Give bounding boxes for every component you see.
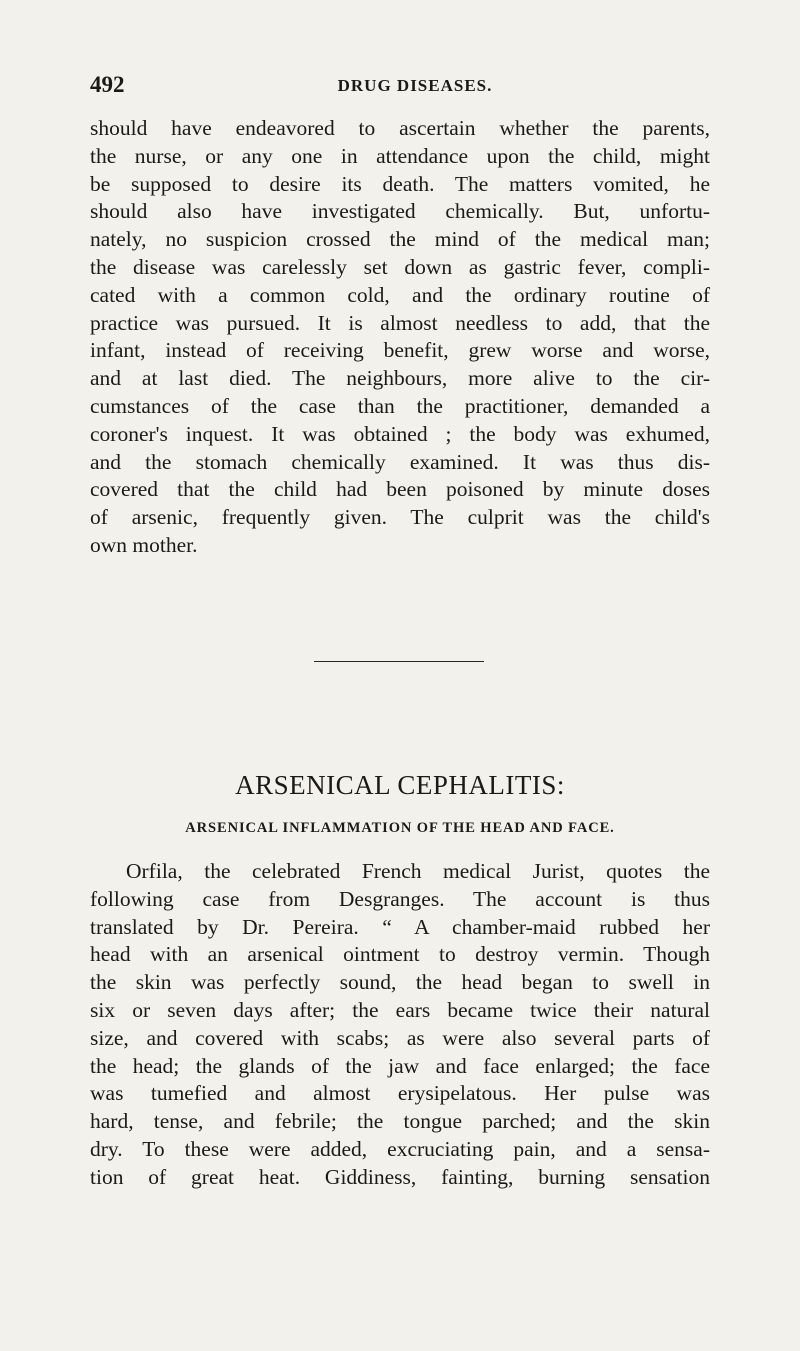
section-title: ARSENICAL CEPHALITIS: <box>235 770 565 800</box>
text-line: the head; the glands of the jaw and face enlarged; the face <box>90 1053 710 1078</box>
text-line: the skin was perfectly sound, the head began to swell in <box>90 970 710 995</box>
paragraph-continuation <box>90 115 710 560</box>
text-line: translated by Dr. Pereira. “ A chamber-maid rubbed her <box>90 914 710 939</box>
text-line: the disease was carelessly set down as gastric fever, compli- <box>90 254 710 279</box>
text-line: hard, tense, and febrile; the tongue parched; and the skin <box>90 1109 710 1134</box>
text-line: should also have investigated chemically. But, unfortu- <box>90 199 710 224</box>
text-line: dry. To these were added, excruciating pain, and a sensa- <box>90 1136 710 1161</box>
text-line: six or seven days after; the ears became twice their natural <box>90 997 710 1022</box>
text-line: covered that the child had been poisoned by minute doses <box>90 477 710 502</box>
text-line: cated with a common cold, and the ordinary routine of <box>90 282 710 307</box>
text-line: size, and covered with scabs; as were also several parts of <box>90 1025 710 1050</box>
text-line: and the stomach chemically examined. It was thus dis- <box>90 449 710 474</box>
text-line: following case from Desgranges. The account is thus <box>90 886 710 911</box>
text-line: practice was pursued. It is almost needless to add, that the <box>90 310 710 335</box>
text-line: own mother. <box>90 532 198 557</box>
text-line: coroner's inquest. It was obtained ; the body was exhumed, <box>90 421 710 446</box>
section-subtitle: ARSENICAL INFLAMMATION OF THE HEAD AND FACE. <box>185 820 615 836</box>
text-line: should have endeavored to ascertain whether the parents, <box>90 116 710 140</box>
text-line: Orfila, the celebrated French medical Jurist, quotes the <box>126 859 710 883</box>
text-line: infant, instead of receiving benefit, grew worse and worse, <box>90 338 710 363</box>
text-line: and at last died. The neighbours, more alive to the cir- <box>90 366 710 391</box>
section-paragraph <box>90 858 710 1192</box>
text-line: nately, no suspicion crossed the mind of the medical man; <box>90 227 710 252</box>
text-line: of arsenic, frequently given. The culprit was the child's <box>90 505 710 530</box>
running-head <box>90 72 710 102</box>
text-line: tion of great heat. Giddiness, fainting, burning sensation <box>90 1164 710 1189</box>
page-number: 492 <box>90 72 125 97</box>
section-divider <box>314 661 484 662</box>
running-title: DRUG DISEASES. <box>337 76 493 95</box>
text-line: be supposed to desire its death. The matters vomited, he <box>90 171 710 196</box>
text-line: the nurse, or any one in attendance upon the child, might <box>90 143 710 168</box>
text-line: head with an arsenical ointment to destroy vermin. Though <box>90 942 710 967</box>
text-line: cumstances of the case than the practitioner, demanded a <box>90 393 710 418</box>
text-line: was tumefied and almost erysipelatous. Her pulse was <box>90 1081 710 1106</box>
